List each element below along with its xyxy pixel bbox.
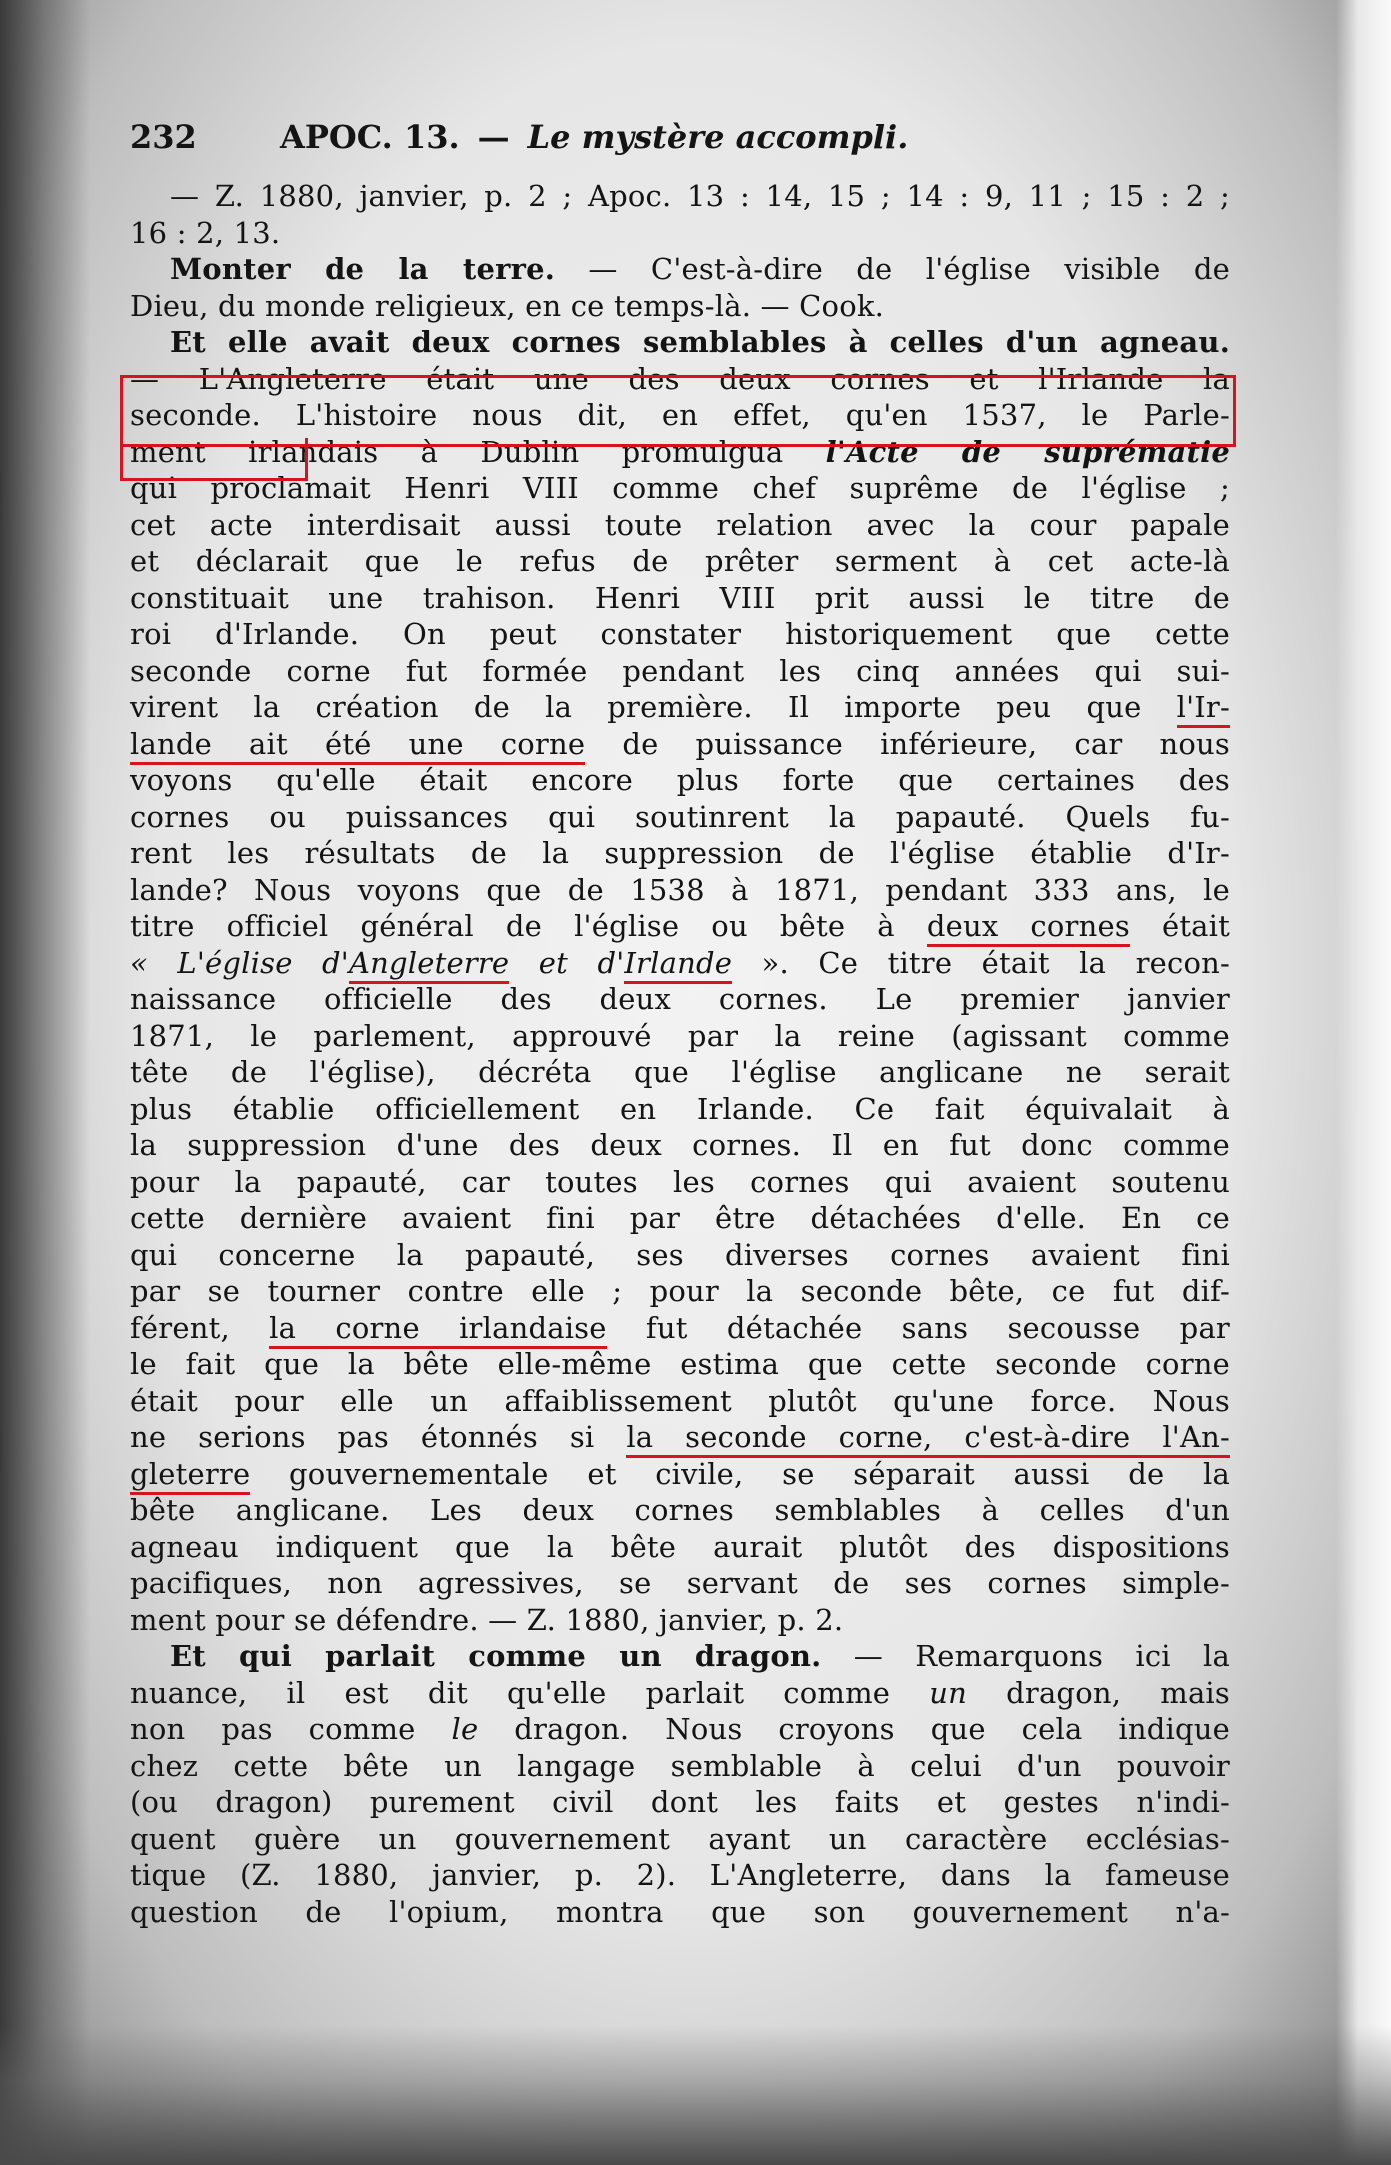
text-line: férent, la corne irlandaise fut détachée sans secousse par: [130, 1310, 1230, 1347]
book-page: [130, 118, 1230, 1930]
scan-shadow-left: [0, 0, 90, 2165]
text-line: ne serions pas étonnés si la seconde corne, c'est-à-dire l'An-: [130, 1419, 1230, 1456]
text-line: quent guère un gouvernement ayant un caractère ecclésias-: [130, 1821, 1230, 1856]
text-line: et déclarait que le refus de prêter serment à cet acte-là: [130, 544, 1230, 578]
text-line: tique (Z. 1880, janvier, p. 2). L'Angleterre, dans la fameuse: [130, 1858, 1230, 1892]
text-line: agneau indiquent que la bête aurait plutôt des dispositions: [130, 1529, 1230, 1564]
text-line: pacifiques, non agressives, se servant de ses cornes simple-: [130, 1566, 1230, 1600]
text-line: plus établie officiellement en Irlande. Ce fait équivalait à: [130, 1091, 1230, 1126]
text-line: bête anglicane. Les deux cornes semblables à celles d'un: [130, 1493, 1230, 1527]
text-line: Et qui parlait comme un dragon. — Remarquons ici la: [170, 1639, 1230, 1673]
text-line: qui concerne la papauté, ses diverses cornes avaient fini: [130, 1237, 1230, 1272]
text-line: 1871, le parlement, approuvé par la reine (agissant comme: [130, 1018, 1230, 1053]
text-line: question de l'opium, montra que son gouvernement n'a-: [130, 1894, 1230, 1929]
text-line: cornes ou puissances qui soutinrent la papauté. Quels fu-: [130, 799, 1230, 834]
section-heading: Et qui parlait comme un dragon.: [170, 1639, 822, 1673]
running-header: [130, 118, 1230, 178]
text-line: — L'Angleterre était une des deux cornes et l'Irlande la: [130, 361, 1230, 396]
text-line: roi d'Irlande. On peut constater historiquement que cette: [130, 617, 1230, 651]
chapter-subtitle: Le mystère accompli.: [527, 118, 909, 156]
text-line: — Z. 1880, janvier, p. 2 ; Apoc. 13 : 14, 15 ; 14 : 9, 11 ; 15 : 2 ;: [170, 179, 1230, 213]
red-underline: la seconde corne, c'est-à-dire l'An-: [626, 1420, 1230, 1458]
text-line: tête de l'église), décréta que l'église anglicane ne serait: [130, 1055, 1230, 1089]
text-line: virent la création de la première. Il importe peu que l'Ir-: [130, 689, 1230, 726]
text-line: voyons qu'elle était encore plus forte que certaines des: [130, 763, 1230, 797]
text-line: naissance officielle des deux cornes. Le premier janvier: [130, 982, 1230, 1016]
text-line: ment irlandais à Dublin promulgua l'Acte de suprématie: [130, 434, 1231, 469]
text-line: qui proclamait Henri VIII comme chef suprême de l'église ;: [130, 471, 1230, 505]
text-line: cet acte interdisait aussi toute relation avec la cour papale: [130, 507, 1230, 542]
red-underline: l'Ir-: [1177, 690, 1230, 728]
red-underline: gleterre: [130, 1457, 250, 1495]
text-line: chez cette bête un langage semblable à celui d'un pouvoir: [130, 1748, 1230, 1783]
text-line: (ou dragon) purement civil dont les faits et gestes n'indi-: [130, 1785, 1230, 1819]
text-line: seconde. L'histoire nous dit, en effet, qu'en 1537, le Parle-: [130, 398, 1230, 432]
text-line: titre officiel général de l'église ou bête à deux cornes était: [130, 908, 1230, 945]
text-line: [130, 324, 1230, 361]
scan-shadow-bottom: [0, 2025, 1391, 2165]
text-line: la suppression d'une des deux cornes. Il en fut donc comme: [130, 1128, 1230, 1162]
text-line: rent les résultats de la suppression de l'église établie d'Ir-: [130, 836, 1230, 870]
text-line: gleterre gouvernementale et civile, se séparait aussi de la: [130, 1456, 1230, 1493]
text-line: lande ait été une corne de puissance inférieure, car nous: [130, 726, 1230, 763]
scan-edge-right: [1336, 0, 1391, 2165]
text-line: Dieu, du monde religieux, en ce temps-là. — Cook.: [130, 288, 885, 323]
section-heading: Monter de la terre.: [170, 252, 556, 286]
text-line: par se tourner contre elle ; pour la seconde bête, ce fut dif-: [130, 1274, 1230, 1308]
red-underline: Irlande: [624, 946, 732, 984]
text-line: le fait que la bête elle-même estima que cette seconde corne: [130, 1347, 1230, 1381]
red-underline: lande ait été une corne: [130, 727, 585, 765]
red-underline: deux cornes: [927, 909, 1130, 947]
header-dash: —: [477, 118, 510, 156]
chapter-reference: APOC. 13.: [280, 118, 460, 156]
text-line: lande? Nous voyons que de 1538 à 1871, pendant 333 ans, le: [130, 872, 1230, 907]
text-line: constituait une trahison. Henri VIII prit aussi le titre de: [130, 580, 1230, 615]
text-line: pour la papauté, car toutes les cornes qui avaient soutenu: [130, 1164, 1230, 1199]
text-line: ment pour se défendre. — Z. 1880, janvier, p. 2.: [130, 1602, 844, 1637]
text-line: 16 : 2, 13.: [130, 215, 281, 250]
red-underline: Angleterre: [349, 946, 509, 984]
section-heading: Et elle avait deux cornes semblables à celles d'un agneau.: [170, 325, 1230, 359]
text-line: Monter de la terre. — C'est-à-dire de l'église visible de: [170, 252, 1230, 286]
text-line: non pas comme le dragon. Nous croyons que cela indique: [130, 1712, 1230, 1746]
text-line: « L'église d'Angleterre et d'Irlande ». Ce titre était la recon-: [130, 945, 1230, 982]
page-number: 232: [130, 118, 197, 156]
text-line: nuance, il est dit qu'elle parlait comme un dragon, mais: [130, 1675, 1230, 1710]
text-line: cette dernière avaient fini par être détachées d'elle. En ce: [130, 1201, 1230, 1235]
text-line: était pour elle un affaiblissement plutôt qu'une force. Nous: [130, 1383, 1230, 1418]
text-line: seconde corne fut formée pendant les cinq années qui sui-: [130, 653, 1230, 688]
red-underline: la corne irlandaise: [269, 1311, 606, 1349]
